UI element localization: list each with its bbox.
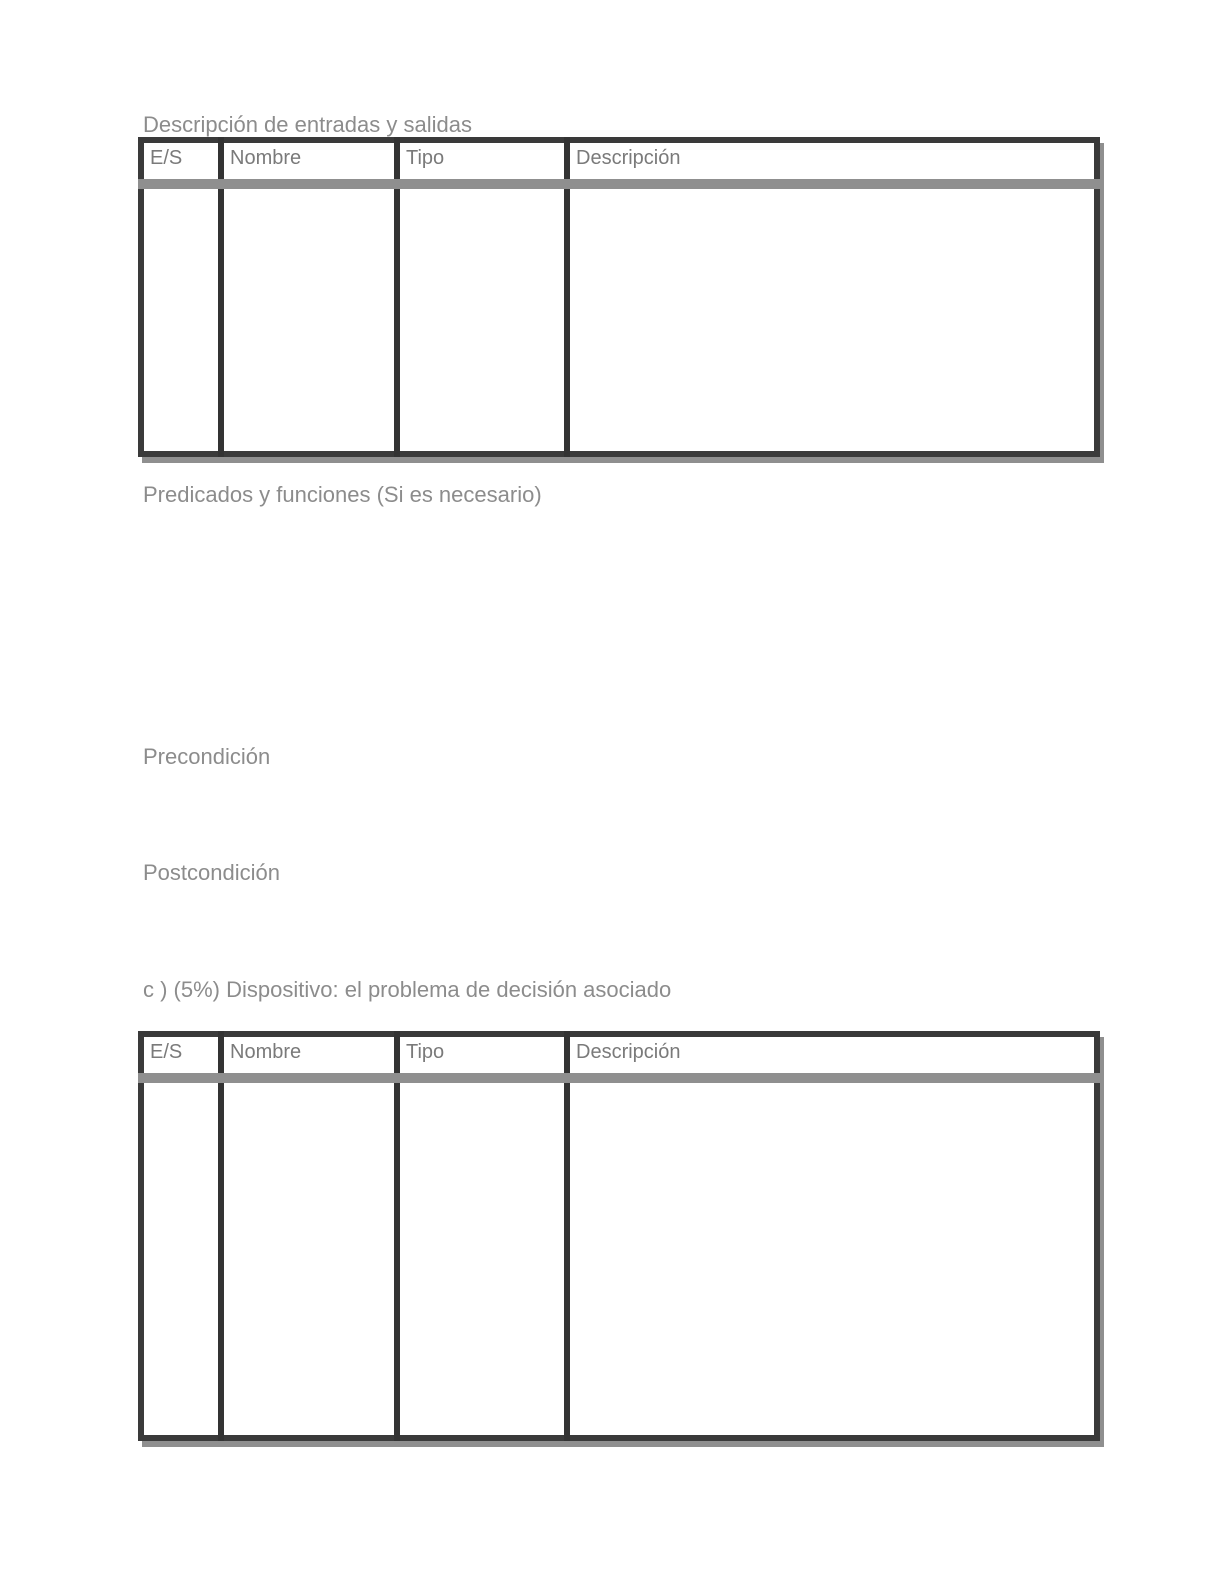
io-cell-nombre[interactable] [221,184,397,454]
io-cell-tipo[interactable] [397,184,567,454]
io-cell-descripcion[interactable] [567,184,1097,454]
io-header-nombre: Nombre [221,140,397,184]
precondition-section-title: Precondición [143,744,271,769]
io-cell-es[interactable] [141,184,221,454]
predicates-section-title: Predicados y funciones (Si es necesario) [143,482,542,507]
item-c-cell-tipo[interactable] [397,1078,567,1438]
item-c-section-title: c ) (5%) Dispositivo: el problema de decisión asociado [143,977,672,1002]
io-table [138,137,1100,457]
io-table-row [141,184,1097,454]
io-header-tipo: Tipo [397,140,567,184]
io-header-es: E/S [141,140,221,184]
item-c-table-row [141,1078,1097,1438]
item-c-table [138,1031,1100,1441]
item-c-header-es: E/S [141,1034,221,1078]
io-header-descripcion: Descripción [567,140,1097,184]
item-c-cell-nombre[interactable] [221,1078,397,1438]
item-c-cell-es[interactable] [141,1078,221,1438]
item-c-table-header-row [141,1034,1097,1078]
item-c-header-nombre: Nombre [221,1034,397,1078]
postcondition-section-title: Postcondición [143,860,280,885]
item-c-header-tipo: Tipo [397,1034,567,1078]
item-c-cell-descripcion[interactable] [567,1078,1097,1438]
io-section-title: Descripción de entradas y salidas [143,112,472,137]
io-table-header-row [141,140,1097,184]
item-c-header-descripcion: Descripción [567,1034,1097,1078]
